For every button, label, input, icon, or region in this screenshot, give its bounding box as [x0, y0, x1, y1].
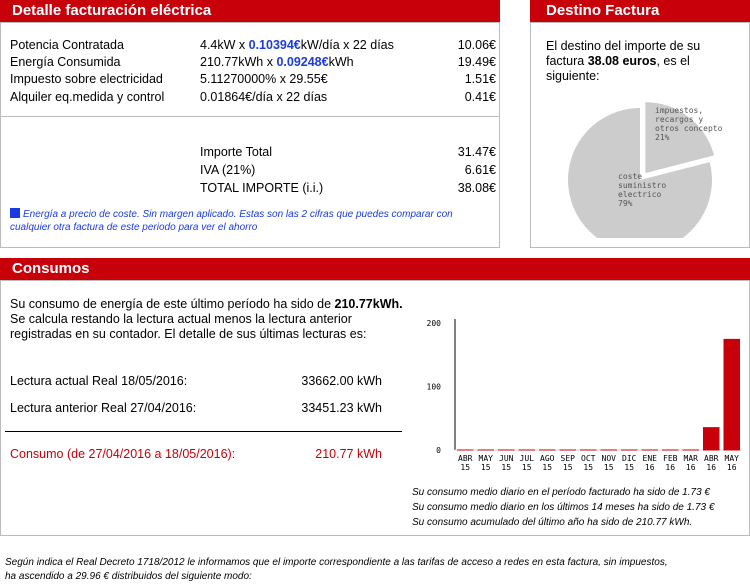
x-tick-month: FEB: [663, 454, 678, 463]
footer-line1: Según indica el Real Decreto 1718/2012 le informamos que el importe correspondiente a las tarifas de acceso a redes en esta factura, sin impuestos,: [5, 557, 668, 568]
consumo-intro-line3: registradas en su contador. El detalle de sus últimas lecturas es:: [10, 327, 367, 341]
calc-pre: 4.4kW x: [200, 38, 249, 52]
consumo-bar-chart: [415, 312, 750, 477]
x-tick-month: ABR: [458, 454, 473, 463]
x-tick-month: AGO: [540, 454, 555, 463]
detalle-header: Detalle facturación eléctrica: [0, 0, 500, 22]
x-tick-year: 15: [603, 463, 614, 472]
calc-price: 0.09248€: [276, 55, 329, 69]
calc-pre: 5.11270000% x 29.55€: [200, 72, 328, 86]
calc-pre: 210.77kWh x: [200, 55, 277, 69]
x-tick-year: 15: [624, 463, 635, 472]
x-tick-year: 16: [706, 463, 717, 472]
detalle-row-amount: 19.49€: [457, 55, 496, 69]
calc-price: 0.10394€: [248, 38, 301, 52]
consumo-stat-line: Su consumo medio diario en los últimos 14 meses ha sido de 1.73 €: [412, 502, 715, 513]
destino-total: 38.08 euros: [587, 54, 657, 68]
footer-line2: ha ascendido a 29.96 € distribuidos del siguiente modo:: [5, 571, 252, 582]
consumo-intro-line2: Se calcula restando la lectura actual menos la lectura anterior: [10, 312, 352, 326]
x-tick-year: 15: [542, 463, 553, 472]
x-tick-month: SEP: [560, 454, 575, 463]
bar: [703, 427, 720, 450]
detalle-row-label: Impuesto sobre electricidad: [10, 72, 163, 86]
consumo-periodo-label: Consumo (de 27/04/2016 a 18/05/2016):: [10, 447, 236, 461]
total-amount: 6.61€: [464, 163, 496, 177]
x-tick-month: NOV: [601, 454, 616, 463]
x-tick-month: JUL: [519, 454, 534, 463]
lectura-anterior-label: Lectura anterior Real 27/04/2016:: [10, 401, 197, 415]
x-tick-year: 15: [562, 463, 573, 472]
x-tick-month: MAR: [683, 454, 698, 463]
consumo-intro-bold: 210.77kWh.: [334, 297, 403, 311]
destino-text-pre: El destino del importe de su factura: [546, 39, 701, 68]
calc-post: kW/día x 22 días: [300, 38, 394, 52]
total-label: Importe Total: [200, 145, 273, 159]
lectura-actual-label: Lectura actual Real 18/05/2016:: [10, 374, 188, 388]
detalle-row-amount: 0.41€: [464, 90, 496, 104]
detalle-row-label: Potencia Contratada: [10, 38, 124, 52]
x-tick-month: ABR: [704, 454, 719, 463]
calc-pre: 0.01864€/día x 22 días: [200, 90, 328, 104]
x-tick-year: 16: [726, 463, 737, 472]
total-amount: 31.47€: [457, 145, 496, 159]
detalle-row-amount: 1.51€: [464, 72, 496, 86]
total-label: TOTAL IMPORTE (i.i.): [200, 181, 324, 195]
consumo-stat-line: Su consumo acumulado del último año ha sido de 210.77 kWh.: [412, 517, 693, 528]
consumo-periodo-value: 210.77 kWh: [315, 447, 382, 461]
detalle-row-amount: 10.06€: [457, 38, 496, 52]
consumo-intro-pre: Su consumo de energía de este último período ha sido de: [10, 297, 335, 311]
total-label: IVA (21%): [200, 163, 256, 177]
x-tick-year: 15: [583, 463, 594, 472]
detalle-row-calc: [200, 72, 328, 86]
calc-post: kWh: [328, 55, 354, 69]
detalle-divider-box: [0, 116, 500, 117]
detalle-row-calc: [200, 55, 354, 69]
lectura-anterior-value: 33451.23 kWh: [301, 401, 382, 415]
detalle-row-calc: [200, 90, 327, 104]
x-tick-year: 15: [480, 463, 491, 472]
lectura-actual-value: 33662.00 kWh: [301, 374, 382, 388]
x-tick-month: DIC: [622, 454, 637, 463]
y-tick-label: 200: [426, 319, 441, 328]
detalle-row-label: Alquiler eq.medida y control: [10, 90, 165, 104]
consumos-header: Consumos: [0, 258, 750, 280]
consumo-intro-line1: [10, 297, 403, 311]
x-tick-year: 16: [644, 463, 655, 472]
x-tick-year: 16: [685, 463, 696, 472]
x-tick-year: 15: [460, 463, 471, 472]
consumo-stat-line: Su consumo medio diario en el período facturado ha sido de 1.73 €: [412, 487, 710, 498]
pie-label-impuestos: impuestos, recargos y otros concepto 21%: [655, 106, 723, 142]
destino-text-post: , es el siguiente:: [546, 54, 690, 83]
x-tick-year: 16: [665, 463, 676, 472]
consumo-divider: [5, 431, 402, 432]
detalle-row-label: Energía Consumida: [10, 55, 121, 69]
x-tick-year: 15: [501, 463, 512, 472]
x-tick-month: OCT: [581, 454, 596, 463]
x-tick-month: MAY: [724, 454, 739, 463]
blue-square-icon: [10, 208, 20, 218]
note-text: Energía a precio de coste. Sin margen aplicado. Estas son las 2 cifras que puedes comparar con cualquier otra factura de este periodo para ver el ahorro: [10, 209, 453, 233]
destino-header: Destino Factura: [530, 0, 750, 22]
detalle-row-calc: [200, 38, 394, 52]
y-tick-label: 0: [436, 446, 441, 455]
destino-pie-chart: [560, 88, 730, 238]
bar: [724, 339, 741, 450]
x-tick-month: ENE: [642, 454, 657, 463]
pie-label-coste: coste suministro electrico 79%: [618, 172, 667, 208]
y-tick-label: 100: [426, 382, 441, 392]
total-amount: 38.08€: [457, 181, 496, 195]
x-tick-month: MAY: [478, 454, 493, 463]
x-tick-year: 15: [521, 463, 532, 472]
precio-coste-note: [10, 208, 488, 234]
x-tick-month: JUN: [499, 454, 514, 463]
destino-text: [546, 39, 726, 84]
